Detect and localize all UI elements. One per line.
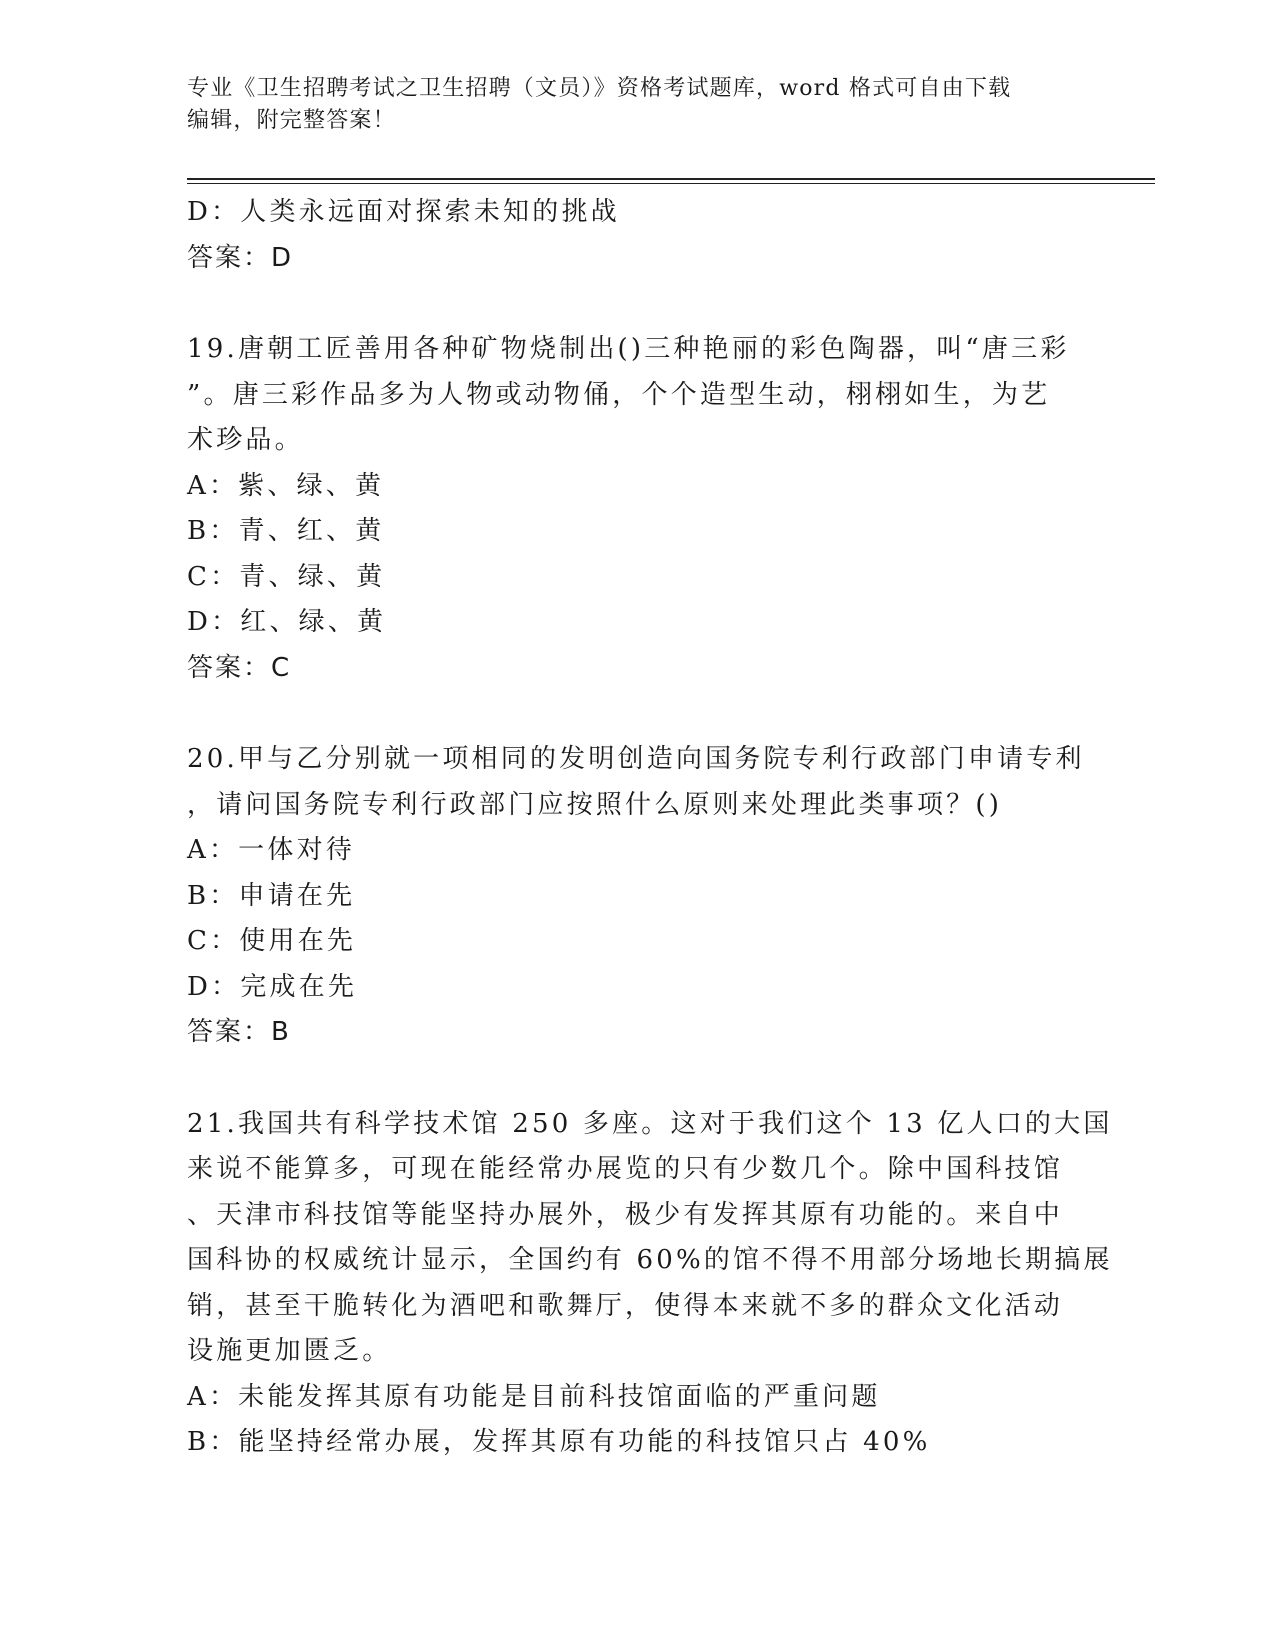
answer: 答案：C	[187, 652, 292, 683]
header-line-1: 专业《卫生招聘考试之卫生招聘（文员）》资格考试题库，word 格式可自由下载	[187, 76, 1012, 101]
option-b: B：申请在先	[187, 880, 356, 911]
option-a: A：未能发挥其原有功能是目前科技馆面临的严重问题	[187, 1381, 881, 1412]
option-a: A：紫、绿、黄	[187, 470, 385, 501]
option-c: C：使用在先	[187, 926, 357, 956]
prev-answer: 答案：D	[187, 242, 294, 273]
question-content	[187, 190, 1113, 1466]
option-b: B：能坚持经常办展，发挥其原有功能的科技馆只占 40%	[187, 1427, 931, 1457]
option-b: B：青、红、黄	[187, 516, 385, 546]
header-rule-thick	[187, 178, 1155, 180]
answer: 答案：B	[187, 1017, 291, 1047]
question-stem-line: 来说不能算多，可现在能经常办展览的只有少数几个。除中国科技馆	[187, 1154, 1064, 1184]
question-21	[187, 1102, 1113, 1466]
option-c: C：青、绿、黄	[187, 561, 386, 592]
option-d: D：完成在先	[187, 971, 358, 1002]
question-stem-line: 销，甚至干脆转化为酒吧和歌舞厅，使得本来就不多的群众文化活动	[187, 1290, 1064, 1321]
header-rule-thin	[187, 183, 1155, 184]
header-line-2: 编辑，附完整答案！	[187, 108, 396, 133]
option-a: A：一体对待	[187, 835, 355, 865]
question-20	[187, 737, 1087, 1056]
question-stem-line: ，请问国务院专利行政部门应按照什么原则来处理此类事项？()	[187, 789, 1003, 820]
question-stem-line: 术珍品。	[187, 425, 304, 455]
question-stem-line: 设施更加匮乏。	[187, 1336, 392, 1366]
question-stem-line: 20.甲与乙分别就一项相同的发明创造向国务院专利行政部门申请专利	[187, 744, 1085, 774]
prev-option-d: D：人类永远面对探索未知的挑战	[187, 197, 620, 227]
question-stem-line: ”。唐三彩作品多为人物或动物俑，个个造型生动，栩栩如生，为艺	[187, 379, 1051, 410]
question-stem-line: 19.唐朝工匠善用各种矿物烧制出()三种艳丽的彩色陶器，叫“唐三彩	[187, 334, 1070, 364]
question-stem-line: 、天津市科技馆等能坚持办展外，极少有发挥其原有功能的。来自中	[187, 1199, 1064, 1230]
question-stem-line: 国科协的权威统计显示，全国约有 60%的馆不得不用部分场地长期搞展	[187, 1245, 1113, 1275]
question-stem-line: 21.我国共有科学技术馆 250 多座。这对于我们这个 13 亿人口的大国	[187, 1108, 1113, 1139]
question-19	[187, 327, 1087, 691]
document-header	[187, 73, 1087, 137]
option-d: D：红、绿、黄	[187, 607, 387, 637]
